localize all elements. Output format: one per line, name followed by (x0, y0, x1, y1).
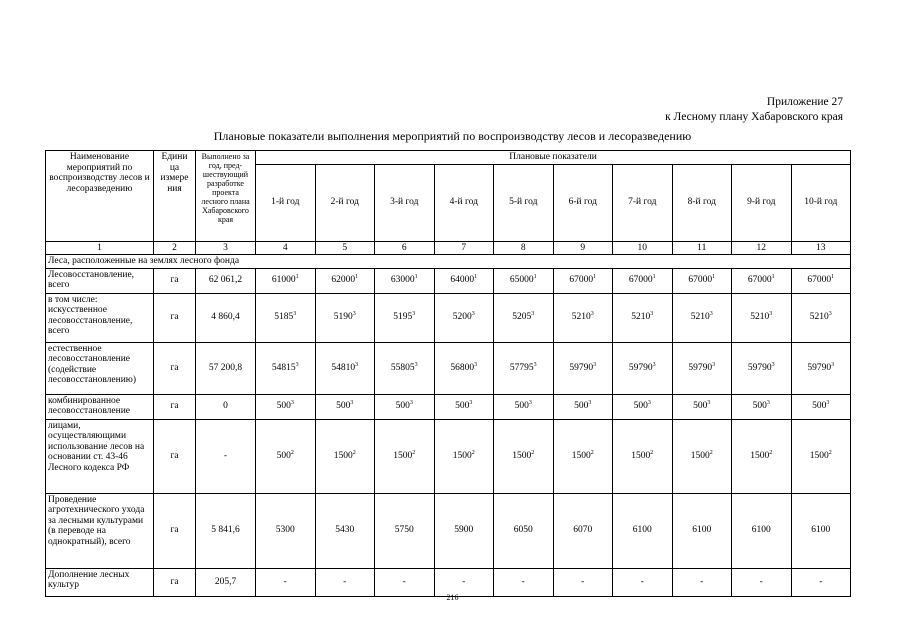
footnote-mark: 2 (352, 449, 356, 456)
row-plan-value (315, 419, 375, 493)
plan-value: - (343, 576, 347, 587)
plan-value: 1500 (512, 450, 532, 461)
plan-value: 1500 (393, 450, 413, 461)
row-plan-value (256, 394, 316, 419)
footnote-mark: 3 (355, 361, 359, 368)
row-plan-value (494, 493, 554, 568)
section-title: Леса, расположенные на землях лесного фонда (46, 255, 851, 269)
header-planned: Плановые показатели (256, 151, 851, 165)
plan-value: 5750 (394, 525, 414, 536)
footnote-mark: 1 (712, 274, 716, 281)
row-plan-value (494, 293, 554, 342)
table-row (46, 268, 851, 293)
plan-value: - (283, 576, 287, 587)
plan-value: 5190 (333, 312, 353, 323)
plan-value: 1500 (809, 450, 829, 461)
plan-value: - (700, 576, 704, 587)
footnote-mark: 3 (707, 400, 711, 407)
plan-value: 6070 (573, 525, 593, 536)
row-plan-value (791, 493, 851, 568)
plan-value: 57795 (509, 362, 534, 373)
plan-value: 64000 (450, 275, 475, 286)
row-plan-value (256, 419, 316, 493)
plan-value: 500 (276, 401, 291, 412)
row-done-value: 0 (196, 394, 256, 419)
row-plan-value (315, 293, 375, 342)
plan-value: 6100 (751, 525, 771, 536)
plan-value: - (402, 576, 406, 587)
plan-value: 500 (395, 401, 410, 412)
row-plan-value (732, 568, 792, 596)
plan-value: - (640, 576, 644, 587)
column-number: 11 (672, 241, 732, 255)
column-number: 8 (494, 241, 554, 255)
plan-value: - (521, 576, 525, 587)
plan-value: 5210 (571, 312, 591, 323)
row-plan-value (672, 394, 732, 419)
plan-value: 59790 (747, 362, 772, 373)
row-plan-value (494, 394, 554, 419)
plan-value: 5205 (512, 312, 532, 323)
row-plan-value (434, 419, 494, 493)
row-plan-value (375, 394, 435, 419)
header-name: Наименование мероприятий по воспроизводству лесов и лесоразведению (46, 151, 154, 242)
plan-value: 500 (455, 401, 470, 412)
row-name: лицами, осуществляющими использование лесов на основании ст. 43-46 Лесного кодекса РФ (46, 419, 154, 493)
footnote-mark: 3 (469, 400, 473, 407)
column-number: 9 (553, 241, 613, 255)
footnote-mark: 3 (588, 400, 592, 407)
footnote-mark: 3 (771, 361, 775, 368)
plan-value: 59790 (688, 362, 713, 373)
footnote-mark: 1 (652, 274, 656, 281)
footnote-mark: 3 (831, 361, 835, 368)
footnote-mark: 1 (295, 274, 299, 281)
header-row-1 (46, 151, 851, 165)
row-name: Проведение агротехнического ухода за лесными культурами (в переводе на однократный), всего (46, 493, 154, 568)
row-plan-value (375, 293, 435, 342)
plan-value: 65000 (509, 275, 534, 286)
plan-value: 1500 (750, 450, 770, 461)
row-plan-value (434, 493, 494, 568)
plan-value: 500 (752, 401, 767, 412)
header-year: 5-й год (494, 164, 554, 241)
plan-value: 67000 (807, 275, 832, 286)
row-plan-value (732, 342, 792, 394)
header-year: 7-й год (613, 164, 673, 241)
column-number: 1 (46, 241, 154, 255)
plan-value: 5210 (631, 312, 651, 323)
footnote-mark: 2 (590, 449, 594, 456)
row-plan-value (553, 493, 613, 568)
row-plan-value (315, 568, 375, 596)
footnote-mark: 1 (831, 274, 835, 281)
plan-value: 63000 (390, 275, 415, 286)
row-plan-value (434, 268, 494, 293)
row-plan-value (613, 342, 673, 394)
row-name: комбинированное лесовосстановление (46, 394, 154, 419)
footnote-mark: 3 (414, 361, 418, 368)
plan-value: - (819, 576, 823, 587)
row-plan-value (613, 493, 673, 568)
row-plan-value (672, 293, 732, 342)
row-unit: га (154, 493, 196, 568)
footnote-mark: 3 (826, 400, 830, 407)
row-plan-value (315, 342, 375, 394)
row-plan-value (434, 342, 494, 394)
row-unit: га (154, 293, 196, 342)
plan-value: 54815 (271, 362, 296, 373)
row-plan-value (791, 293, 851, 342)
plan-value: 500 (812, 401, 827, 412)
header-year: 2-й год (315, 164, 375, 241)
row-plan-value (553, 394, 613, 419)
footnote-mark: 3 (647, 400, 651, 407)
plan-value: 67000 (747, 275, 772, 286)
row-plan-value (494, 342, 554, 394)
footnote-mark: 2 (290, 449, 294, 456)
plan-value: 500 (514, 401, 529, 412)
plan-value: 6100 (632, 525, 652, 536)
row-name: Дополнение лесных культур (46, 568, 154, 596)
footnote-mark: 2 (769, 449, 773, 456)
row-plan-value (553, 342, 613, 394)
footnote-mark: 3 (528, 400, 532, 407)
row-unit: га (154, 568, 196, 596)
plan-value: 5210 (750, 312, 770, 323)
plan-value: 5200 (452, 312, 472, 323)
footnote-mark: 3 (769, 311, 773, 318)
row-plan-value (791, 419, 851, 493)
row-plan-value (672, 419, 732, 493)
row-plan-value (672, 268, 732, 293)
column-number: 2 (154, 241, 196, 255)
plan-value: 59790 (569, 362, 594, 373)
column-number: 7 (434, 241, 494, 255)
row-plan-value (613, 419, 673, 493)
row-plan-value (315, 268, 375, 293)
footnote-mark: 1 (593, 274, 597, 281)
row-plan-value (791, 394, 851, 419)
row-plan-value (732, 493, 792, 568)
footnote-mark: 2 (531, 449, 535, 456)
row-plan-value (256, 293, 316, 342)
row-done-value: - (196, 419, 256, 493)
plan-value: 6100 (692, 525, 712, 536)
footnote-mark: 3 (533, 361, 537, 368)
plan-value: 5430 (335, 525, 355, 536)
footnote-mark: 1 (533, 274, 537, 281)
footnote-mark: 3 (712, 361, 716, 368)
plan-value: 1500 (690, 450, 710, 461)
footnote-mark: 1 (474, 274, 478, 281)
row-done-value: 62 061,2 (196, 268, 256, 293)
header-year: 8-й год (672, 164, 732, 241)
row-plan-value (791, 568, 851, 596)
footnote-mark: 1 (771, 274, 775, 281)
row-name: естественное лесовосстановление (содействие лесовосстановлению) (46, 342, 154, 394)
appendix-header (665, 95, 843, 125)
row-plan-value (494, 419, 554, 493)
row-plan-value (434, 293, 494, 342)
row-plan-value (553, 293, 613, 342)
row-plan-value (434, 394, 494, 419)
column-number: 10 (613, 241, 673, 255)
row-name: Лесовосстановление, всего (46, 268, 154, 293)
plan-value: 500 (336, 401, 351, 412)
row-plan-value (791, 342, 851, 394)
plan-value: 61000 (271, 275, 296, 286)
footnote-mark: 1 (355, 274, 359, 281)
row-plan-value (375, 268, 435, 293)
row-plan-value (732, 293, 792, 342)
footnote-mark: 2 (412, 449, 416, 456)
footnote-mark: 3 (471, 311, 475, 318)
table-row (46, 493, 851, 568)
plan-value: 5210 (809, 312, 829, 323)
plan-value: 56800 (450, 362, 475, 373)
plan-value: 55805 (390, 362, 415, 373)
footnote-mark: 3 (409, 400, 413, 407)
row-unit: га (154, 342, 196, 394)
footnote-mark: 3 (766, 400, 770, 407)
plan-value: 5195 (393, 312, 413, 323)
plan-value: 6100 (811, 525, 831, 536)
row-plan-value (613, 394, 673, 419)
footnote-mark: 3 (352, 311, 356, 318)
row-plan-value (375, 342, 435, 394)
row-unit: га (154, 394, 196, 419)
column-number: 4 (256, 241, 316, 255)
row-plan-value (315, 493, 375, 568)
document-title: Плановые показатели выполнения мероприятий по воспроизводству лесов и лесоразведению (213, 129, 692, 143)
row-plan-value (553, 268, 613, 293)
column-numbers-row (46, 241, 851, 255)
row-plan-value (732, 394, 792, 419)
header-year: 4-й год (434, 164, 494, 241)
plan-value: 1500 (333, 450, 353, 461)
plan-value: 500 (574, 401, 589, 412)
row-plan-value (672, 342, 732, 394)
appendix-line-2: к Лесному плану Хабаровского края (665, 111, 843, 123)
plan-value: 500 (276, 450, 291, 461)
header-year: 1-й год (256, 164, 316, 241)
footnote-mark: 3 (290, 400, 294, 407)
row-plan-value (256, 268, 316, 293)
row-plan-value (553, 568, 613, 596)
plan-value: - (581, 576, 585, 587)
footnote-mark: 3 (295, 361, 299, 368)
row-plan-value (553, 419, 613, 493)
plan-value: 500 (693, 401, 708, 412)
row-plan-value (494, 568, 554, 596)
footnote-mark: 3 (828, 311, 832, 318)
row-name: в том числе: искусственное лесовосстановление, всего (46, 293, 154, 342)
footnote-mark: 2 (650, 449, 654, 456)
column-number: 5 (315, 241, 375, 255)
plan-value: 6050 (513, 525, 533, 536)
plan-value: 67000 (688, 275, 713, 286)
footnote-mark: 3 (531, 311, 535, 318)
plan-value: 54810 (331, 362, 356, 373)
footnote-mark: 3 (593, 361, 597, 368)
row-plan-value (375, 419, 435, 493)
row-plan-value (256, 568, 316, 596)
column-number: 12 (732, 241, 792, 255)
footnote-mark: 3 (293, 311, 297, 318)
plan-value: 1500 (631, 450, 651, 461)
page-number: 216 (446, 593, 459, 602)
footnote-mark: 1 (414, 274, 418, 281)
footnote-mark: 3 (590, 311, 594, 318)
footnote-mark: 3 (474, 361, 478, 368)
row-plan-value (375, 493, 435, 568)
plan-value: 59790 (807, 362, 832, 373)
row-plan-value (791, 268, 851, 293)
plan-value: 1500 (452, 450, 472, 461)
row-done-value: 205,7 (196, 568, 256, 596)
row-done-value: 5 841,6 (196, 493, 256, 568)
table-row (46, 293, 851, 342)
footnote-mark: 2 (471, 449, 475, 456)
footnote-mark: 3 (709, 311, 713, 318)
row-plan-value (434, 568, 494, 596)
header-year: 9-й год (732, 164, 792, 241)
footnote-mark: 3 (652, 361, 656, 368)
column-number: 6 (375, 241, 435, 255)
header-year: 3-й год (375, 164, 435, 241)
header-year: 10-й год (791, 164, 851, 241)
table-row (46, 394, 851, 419)
plan-value: 5210 (690, 312, 710, 323)
plan-value: 500 (633, 401, 648, 412)
row-plan-value (672, 568, 732, 596)
plan-value: 67000 (569, 275, 594, 286)
plan-value: 62000 (331, 275, 356, 286)
plan-value: 5900 (454, 525, 474, 536)
footnote-mark: 3 (412, 311, 416, 318)
table-row (46, 419, 851, 493)
row-plan-value (613, 268, 673, 293)
row-plan-value (315, 394, 375, 419)
plan-value: - (759, 576, 763, 587)
plan-value: 67000 (628, 275, 653, 286)
plan-value: 5185 (274, 312, 294, 323)
table-row (46, 568, 851, 596)
row-unit: га (154, 419, 196, 493)
footnote-mark: 2 (709, 449, 713, 456)
row-plan-value (613, 568, 673, 596)
footnote-mark: 3 (650, 311, 654, 318)
column-number: 3 (196, 241, 256, 255)
footnote-mark: 3 (350, 400, 354, 407)
table-row (46, 342, 851, 394)
appendix-line-1: Приложение 27 (766, 96, 843, 108)
header-done: Выполнено за год, пред- шествующий разработке проекта лесного плана Хабаровского края (196, 151, 256, 242)
footnote-mark: 2 (828, 449, 832, 456)
column-number: 13 (791, 241, 851, 255)
row-plan-value (732, 419, 792, 493)
row-plan-value (732, 268, 792, 293)
header-year: 6-й год (553, 164, 613, 241)
section-row (46, 255, 851, 269)
row-plan-value (494, 268, 554, 293)
row-plan-value (375, 568, 435, 596)
row-unit: га (154, 268, 196, 293)
row-plan-value (256, 493, 316, 568)
row-plan-value (613, 293, 673, 342)
plan-table (45, 150, 851, 597)
plan-value: 59790 (628, 362, 653, 373)
row-plan-value (256, 342, 316, 394)
row-done-value: 57 200,8 (196, 342, 256, 394)
row-plan-value (672, 493, 732, 568)
plan-value: 1500 (571, 450, 591, 461)
plan-value: - (462, 576, 466, 587)
row-done-value: 4 860,4 (196, 293, 256, 342)
plan-value: 5300 (275, 525, 295, 536)
header-unit: Едини ца измере ния (154, 151, 196, 242)
